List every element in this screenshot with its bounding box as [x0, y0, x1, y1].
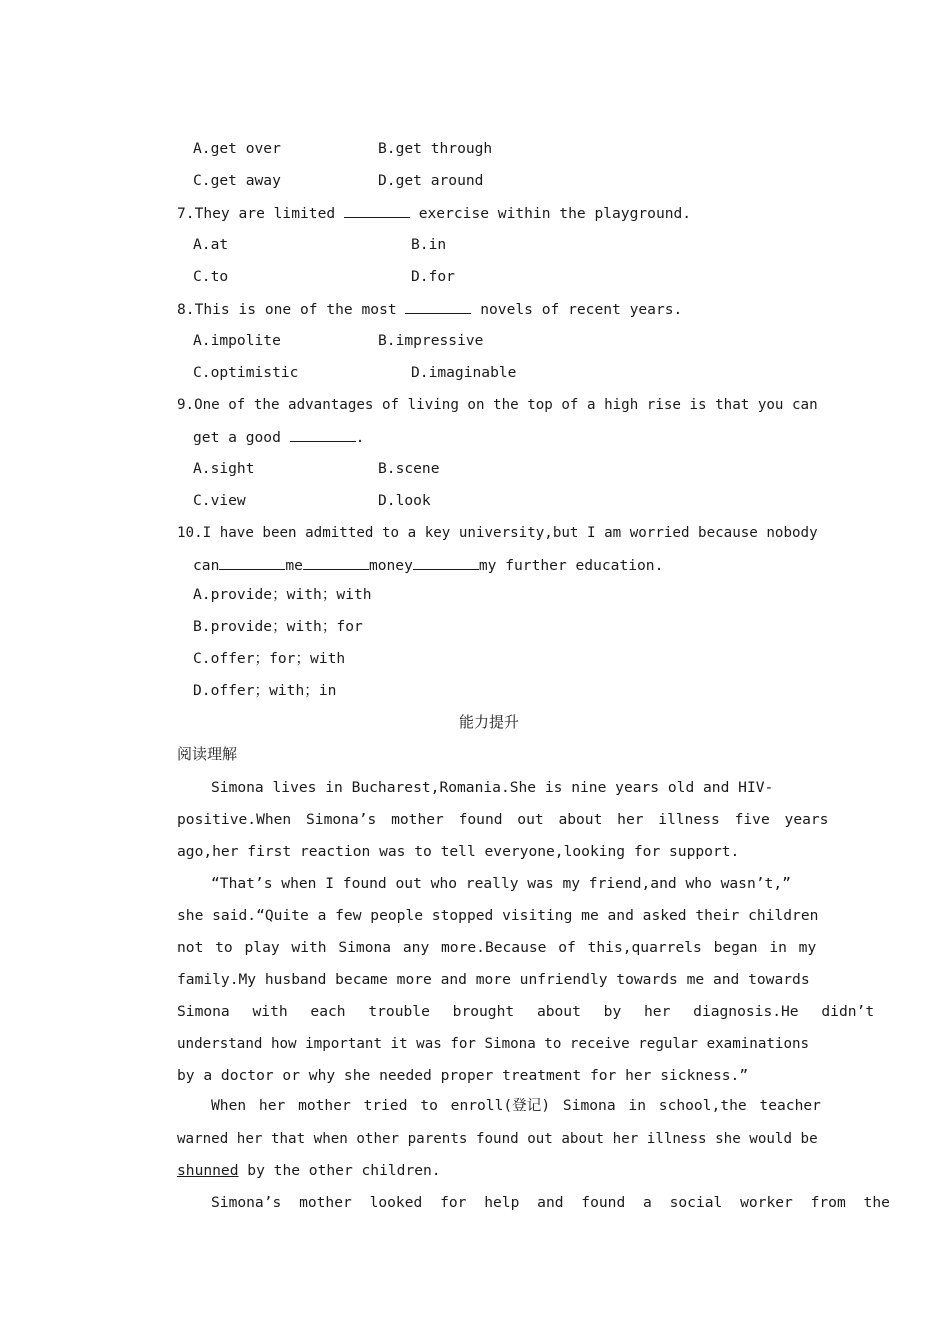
- q9-option-d: D.look: [378, 492, 431, 509]
- subsection-title: 阅读理解: [177, 745, 238, 763]
- passage-p2-line2: she said.“Quite a few people stopped visiting me and asked their children: [177, 907, 819, 924]
- q10-option-c: C.offer；for；with: [193, 650, 346, 667]
- q10-seg3: money: [368, 557, 413, 574]
- q10-blank-2: [303, 555, 369, 570]
- passage-text: Simona lives in Bucharest,Romania.She is nine years old and HIV-: [211, 779, 774, 796]
- underlined-word: shunned: [177, 1162, 239, 1179]
- q8-option-b: B.impressive: [378, 332, 484, 349]
- q9-stem-line1: 9.One of the advantages of living on the top of a high rise is that you can: [177, 397, 818, 413]
- q9-option-a: A.sight: [193, 460, 255, 477]
- q10-blank-1: [219, 555, 285, 570]
- q10-seg1: can: [193, 557, 220, 574]
- q8-option-a: A.impolite: [193, 332, 281, 349]
- q10-option-b: B.provide；with；for: [193, 618, 363, 635]
- q7-option-d: D.for: [411, 268, 455, 285]
- section-title: 能力提升: [459, 713, 520, 731]
- q9-stem-line2: [193, 427, 364, 448]
- q10-seg4: my further education.: [478, 557, 664, 574]
- passage-p2-line5: Simona with each trouble brought about by her diagnosis.He didn’t: [177, 1003, 875, 1020]
- q6-option-a: A.get over: [193, 140, 281, 157]
- q6-option-d: D.get around: [378, 172, 484, 189]
- passage-p2-line1: “That’s when I found out who really was my friend,and who wasn’t,”: [211, 875, 791, 892]
- passage-p1-line1: [211, 778, 807, 798]
- passage-p2-line4: family.My husband became more and more unfriendly towards me and towards: [177, 971, 810, 988]
- q10-option-a: A.provide；with；with: [193, 586, 372, 603]
- q9-line2-post: .: [355, 429, 365, 446]
- passage-p3-line2: warned her that when other parents found out about her illness she would be: [177, 1131, 818, 1147]
- q6-option-c: C.get away: [193, 172, 281, 189]
- q9-option-b: B.scene: [378, 460, 440, 477]
- q10-stem-line1: 10.I have been admitted to a key university,but I am worried because nobody: [177, 525, 818, 541]
- q8-option-c: C.optimistic: [193, 364, 299, 381]
- q7-option-b: B.in: [411, 236, 447, 253]
- q8-blank: [405, 299, 471, 314]
- passage-p2-line7: by a doctor or why she needed proper treatment for her sickness.”: [177, 1067, 749, 1084]
- q7-stem-pre: 7.They are limited: [177, 205, 344, 222]
- passage-p1-line3: ago,her first reaction was to tell everyone,looking for support.: [177, 843, 740, 860]
- q9-option-c: C.view: [193, 492, 246, 509]
- q10-option-d: D.offer；with；in: [193, 682, 337, 699]
- passage-p1-line2: positive.When Simona’s mother found out about her illness five years: [177, 811, 829, 828]
- passage-p4-line1: Simona’s mother looked for help and found a social worker from the: [211, 1194, 890, 1211]
- q8-stem: [177, 299, 682, 320]
- q6-option-b: B.get through: [378, 140, 493, 157]
- q7-option-c: C.to: [193, 268, 229, 285]
- q8-stem-pre: 8.This is one of the most: [177, 301, 406, 318]
- q9-line2-pre: get a good: [193, 429, 290, 446]
- passage-text: by the other children.: [238, 1162, 441, 1179]
- q10-seg2: me: [285, 557, 303, 574]
- q7-blank: [344, 203, 410, 218]
- q10-blank-3: [413, 555, 479, 570]
- q7-stem: [177, 203, 691, 224]
- q7-stem-post: exercise within the playground.: [409, 205, 692, 222]
- passage-p3-line1: When her mother tried to enroll(登记) Simona in school,the teacher: [211, 1097, 821, 1114]
- passage-p2-line6: understand how important it was for Simona to receive regular examinations: [177, 1036, 810, 1052]
- q8-option-d: D.imaginable: [411, 364, 517, 381]
- passage-p3-line3: [177, 1161, 441, 1181]
- passage-p2-line3: not to play with Simona any more.Because of this,quarrels began in my: [177, 939, 817, 956]
- q10-stem-line2: [193, 555, 663, 576]
- q8-stem-post: novels of recent years.: [471, 301, 683, 318]
- q9-blank: [290, 427, 356, 442]
- q7-option-a: A.at: [193, 236, 229, 253]
